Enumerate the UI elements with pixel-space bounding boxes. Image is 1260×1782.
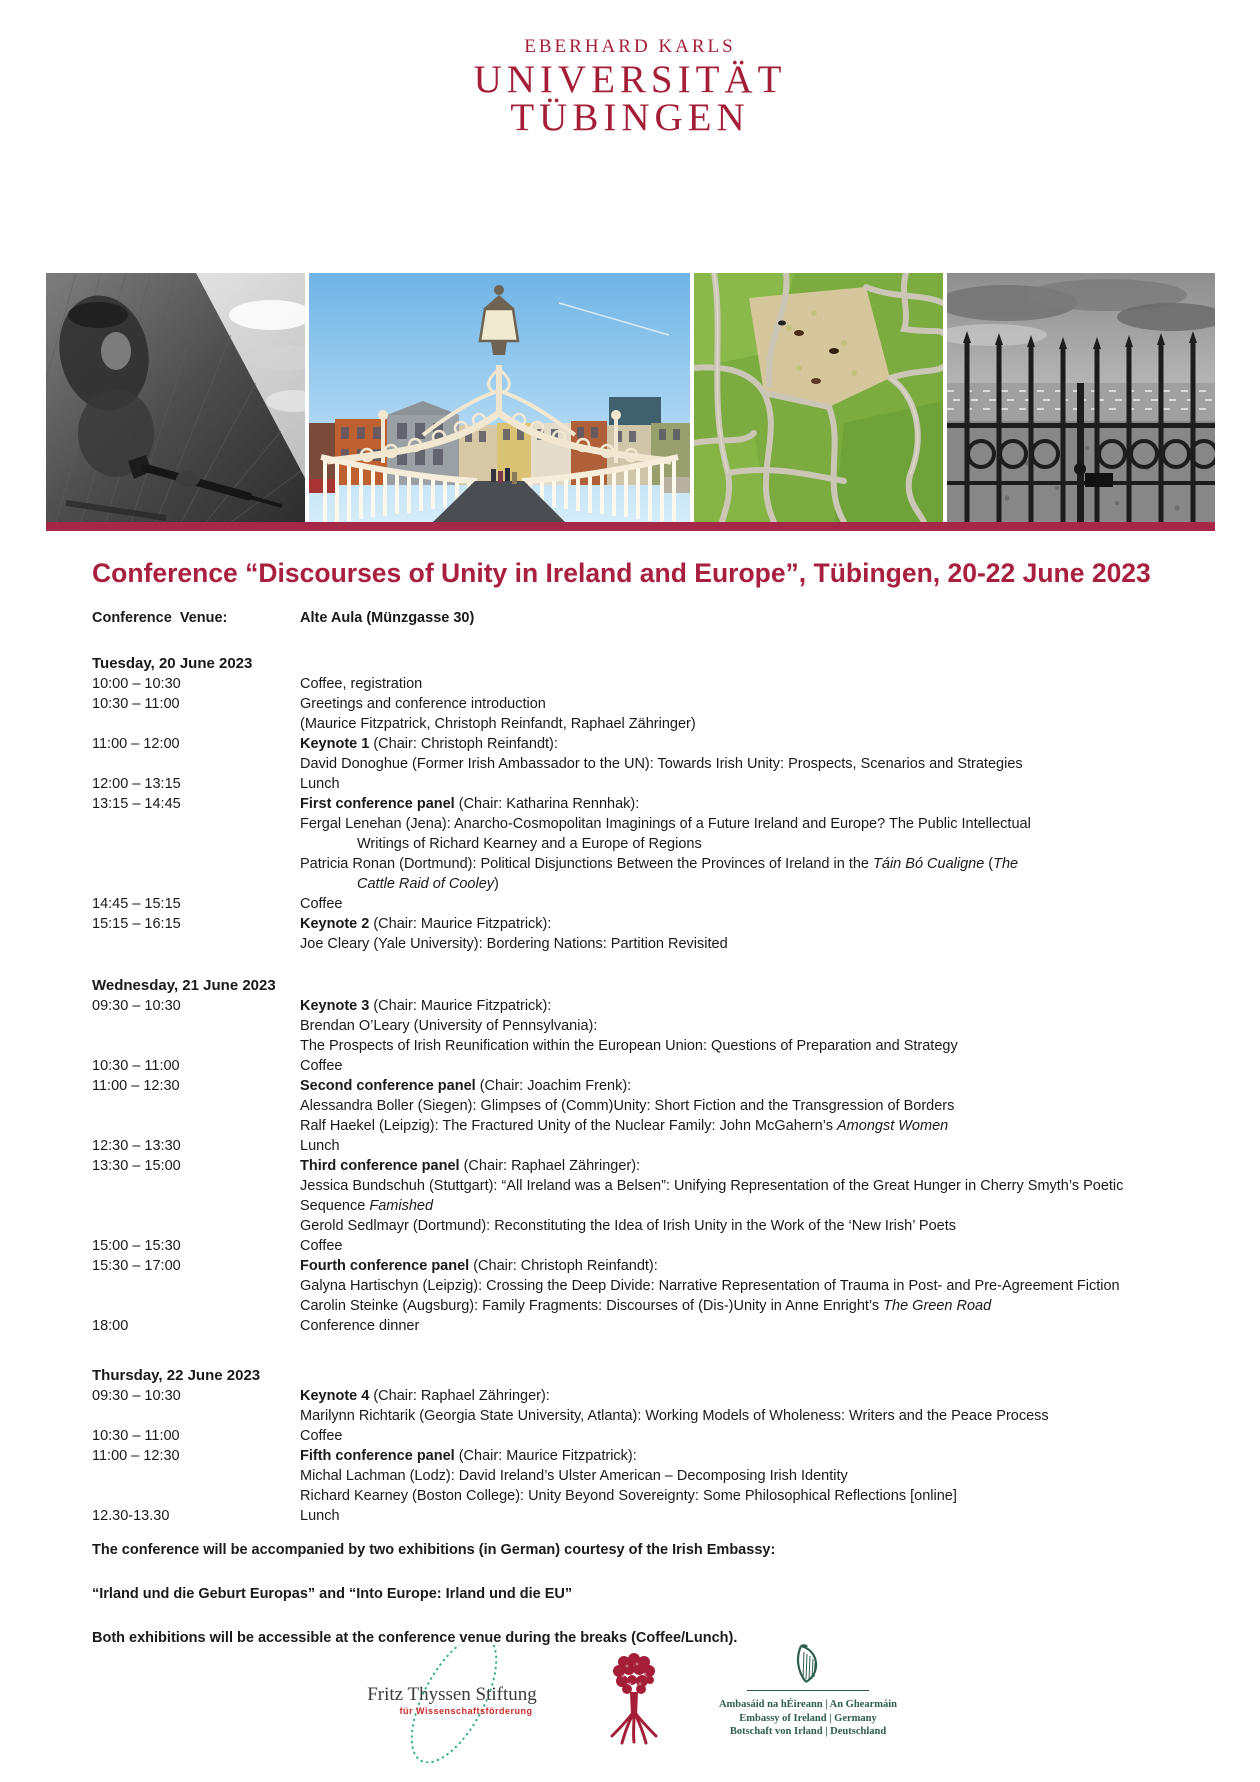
schedule-row [92,1056,1196,1076]
time-cell [92,834,300,854]
session-text: Keynote 2 (Chair: Maurice Fitzpatrick): [300,916,552,932]
time-cell [92,1096,300,1116]
session-text: Gerold Sedlmayr (Dortmund): Reconstituting the Idea of Irish Unity in the Work of the ‘New Irish’ Poets [300,1218,956,1234]
schedule-row [92,1016,1196,1036]
time-cell [92,1216,300,1236]
time-cell [92,1196,300,1216]
schedule-row [92,1466,1196,1486]
schedule-row [92,1426,1196,1446]
schedule [92,654,1196,1526]
time-cell [92,1486,300,1506]
session-text: Michal Lachman (Lodz): David Ireland’s Ulster American – Decomposing Irish Identity [300,1468,848,1484]
day-section [92,1366,1196,1526]
photo-banner [46,273,1215,522]
schedule-row [92,714,1196,734]
time-cell: 09:30 – 10:30 [92,1388,181,1404]
time-cell [92,1276,300,1296]
time-cell [92,714,300,734]
time-cell: 13:15 – 14:45 [92,796,181,812]
session-text: Coffee [300,896,343,912]
time-cell [92,1296,300,1316]
time-cell: 11:00 – 12:30 [92,1078,180,1094]
program-content [92,608,1196,1526]
red-tree-emblem [610,1650,658,1745]
schedule-row [92,754,1196,774]
venue-row [92,608,1196,628]
time-cell: 11:00 – 12:30 [92,1448,180,1464]
schedule-row [92,1506,1196,1526]
schedule-row [92,1176,1196,1196]
time-cell: 11:00 – 12:00 [92,736,180,752]
schedule-row [92,674,1196,694]
photo-iron-gate-bw [947,273,1215,522]
irish-embassy-logo [708,1643,908,1739]
fritz-thyssen-stiftung-logo [342,1645,562,1763]
session-text: Alessandra Boller (Siegen): Glimpses of (Comm)Unity: Short Fiction and the Transgression of Borders [300,1098,955,1114]
schedule-row [92,1076,1196,1096]
time-cell: 15:15 – 16:15 [92,916,181,932]
session-text: Keynote 1 (Chair: Christoph Reinfandt): [300,736,558,752]
time-cell: 10:30 – 11:00 [92,696,180,712]
schedule-row [92,1196,1196,1216]
schedule-row [92,854,1196,874]
session-text: Fergal Lenehan (Jena): Anarcho-Cosmopolitan Imaginings of a Future Ireland and Europe? The Public Intellectual [300,816,1031,832]
session-text: Richard Kearney (Boston College): Unity Beyond Sovereignty: Some Philosophical Reflections [online] [300,1488,957,1504]
session-text: (Maurice Fitzpatrick, Christoph Reinfandt, Raphael Zähringer) [300,716,696,732]
session-text: Carolin Steinke (Augsburg): Family Fragments: Discourses of (Dis-)Unity in Anne Enright’s The Green Road [300,1298,992,1314]
time-cell: 09:30 – 10:30 [92,998,181,1014]
session-text: Patricia Ronan (Dortmund): Political Disjunctions Between the Provinces of Ireland in the Táin Bó Cualigne (The [300,856,1019,872]
session-text: Greetings and conference introduction [300,696,546,712]
schedule-row [92,1486,1196,1506]
session-text: Fourth conference panel (Chair: Christoph Reinfandt): [300,1258,658,1274]
schedule-row [92,914,1196,934]
schedule-row [92,874,1196,894]
session-text: Keynote 3 (Chair: Maurice Fitzpatrick): [300,998,552,1014]
schedule-row [92,774,1196,794]
time-cell [92,1406,300,1426]
session-text: Coffee [300,1238,343,1254]
schedule-row [92,814,1196,834]
session-text: Second conference panel (Chair: Joachim Frenk): [300,1078,632,1094]
time-cell: 13:30 – 15:00 [92,1158,181,1174]
time-cell [92,874,300,894]
schedule-row [92,1036,1196,1056]
schedule-row [92,1216,1196,1236]
harp-icon [793,1643,823,1685]
schedule-row [92,1406,1196,1426]
session-text: Fifth conference panel (Chair: Maurice Fitzpatrick): [300,1448,637,1464]
session-text: Brendan O’Leary (University of Pennsylvania): [300,1018,598,1034]
page-title: Conference “Discourses of Unity in Ireland and Europe”, Tübingen, 20-22 June 2023 [92,558,1151,588]
exhibition-line-1: The conference will be accompanied by two exhibitions (in German) courtesy of the Irish Embassy: [92,1542,776,1558]
schedule-row [92,1386,1196,1406]
session-text: Coffee, registration [300,676,423,692]
schedule-row [92,1156,1196,1176]
time-cell [92,1036,300,1056]
schedule-row [92,1316,1196,1336]
schedule-row [92,934,1196,954]
embassy-line-german: Botschaft von Irland | Deutschland [729,1726,887,1737]
time-cell [92,1176,300,1196]
schedule-row [92,1116,1196,1136]
day-heading: Wednesday, 21 June 2023 [92,977,276,994]
schedule-row [92,834,1196,854]
day-heading: Tuesday, 20 June 2023 [92,655,253,672]
university-tuebingen-logo [0,36,1260,137]
red-divider-bar [46,522,1215,531]
schedule-row [92,1296,1196,1316]
session-text: Sequence Famished [300,1198,434,1214]
session-text: Joe Cleary (Yale University): Bordering Nations: Partition Revisited [300,936,728,952]
schedule-row [92,894,1196,914]
session-text: Galyna Hartischyn (Leipzig): Crossing the Deep Divide: Narrative Representation of Trauma in Post- and Pre-Agreement Fiction [300,1278,1120,1294]
venue-label: Conference Venue: [92,610,228,626]
time-cell [92,754,300,774]
session-text: Coffee [300,1058,343,1074]
session-text: David Donoghue (Former Irish Ambassador to the UN): Towards Irish Unity: Prospects, Scenarios and Strategies [300,756,1023,772]
session-text: Ralf Haekel (Leipzig): The Fractured Unity of the Nuclear Family: John McGahern’s Amongst Women [300,1118,949,1134]
schedule-row [92,794,1196,814]
schedule-row [92,1256,1196,1276]
embassy-line-english: Embassy of Ireland | Germany [739,1712,877,1724]
time-cell: 12:30 – 13:30 [92,1138,181,1154]
schedule-row [92,694,1196,714]
svg-text:Fritz Thyssen Stiftung: Fritz Thyssen Stiftung [367,1684,537,1705]
venue-value: Alte Aula (Münzgasse 30) [300,610,475,626]
time-cell [92,1116,300,1136]
time-cell: 14:45 – 15:15 [92,896,181,912]
time-cell: 10:30 – 11:00 [92,1058,180,1074]
session-text: Jessica Bundschuh (Stuttgart): “All Ireland was a Belsen”: Unifying Representation of the Great Hunger in Cherry Smyth’s Poetic [300,1178,1124,1194]
time-cell: 15:30 – 17:00 [92,1258,181,1274]
time-cell: 10:30 – 11:00 [92,1428,180,1444]
session-text: Lunch [300,776,340,792]
time-cell [92,1016,300,1036]
session-text: Writings of Richard Kearney and a Europe of Regions [357,836,702,852]
schedule-row [92,1276,1196,1296]
time-cell: 15:00 – 15:30 [92,1238,181,1254]
day-heading: Thursday, 22 June 2023 [92,1367,261,1384]
time-cell: 18:00 [92,1318,129,1334]
time-cell: 12.30-13.30 [92,1508,170,1524]
schedule-row [92,1236,1196,1256]
logo-line-universitaet: UNIVERSITÄT [473,58,787,101]
svg-text:für Wissenschaftsförderung: für Wissenschaftsförderung [399,1706,533,1716]
session-text: Lunch [300,1508,340,1524]
schedule-row [92,996,1196,1016]
session-text: Keynote 4 (Chair: Raphael Zähringer): [300,1388,550,1404]
session-text: Lunch [300,1138,340,1154]
embassy-divider [747,1690,869,1691]
session-text: Conference dinner [300,1318,420,1334]
logo-line-eberhard-karls: EBERHARD KARLS [524,36,736,57]
session-text: Cattle Raid of Cooley) [357,876,499,892]
session-text: First conference panel (Chair: Katharina Rennhak): [300,796,640,812]
exhibition-line-3: Both exhibitions will be accessible at the conference venue during the breaks (Coffee/Lunch). [92,1630,738,1646]
exhibition-line-2: “Irland und die Geburt Europas” and “Into Europe: Irland und die EU” [92,1586,573,1602]
session-text: Third conference panel (Chair: Raphael Zähringer): [300,1158,641,1174]
photo-ha-penny-bridge [309,273,690,522]
photo-belfast-mural-bw [46,273,305,522]
day-section [92,654,1196,954]
photo-stone-wall-fields [694,273,943,522]
schedule-row [92,1096,1196,1116]
time-cell [92,814,300,834]
session-text: Coffee [300,1428,343,1444]
session-text: Marilynn Richtarik (Georgia State University, Atlanta): Working Models of Wholeness: Writers and the Peace Process [300,1408,1049,1424]
embassy-line-irish: Ambasáid na hÉireann | An Ghearmáin [718,1699,898,1710]
schedule-row [92,1446,1196,1466]
time-cell: 12:00 – 13:15 [92,776,181,792]
time-cell [92,854,300,874]
time-cell [92,934,300,954]
day-section [92,976,1196,1336]
schedule-row [92,734,1196,754]
schedule-row [92,1136,1196,1156]
session-text: The Prospects of Irish Reunification within the European Union: Questions of Preparation and Strategy [300,1038,958,1054]
time-cell [92,1466,300,1486]
time-cell: 10:00 – 10:30 [92,676,181,692]
logo-line-tuebingen: TÜBINGEN [510,96,750,139]
